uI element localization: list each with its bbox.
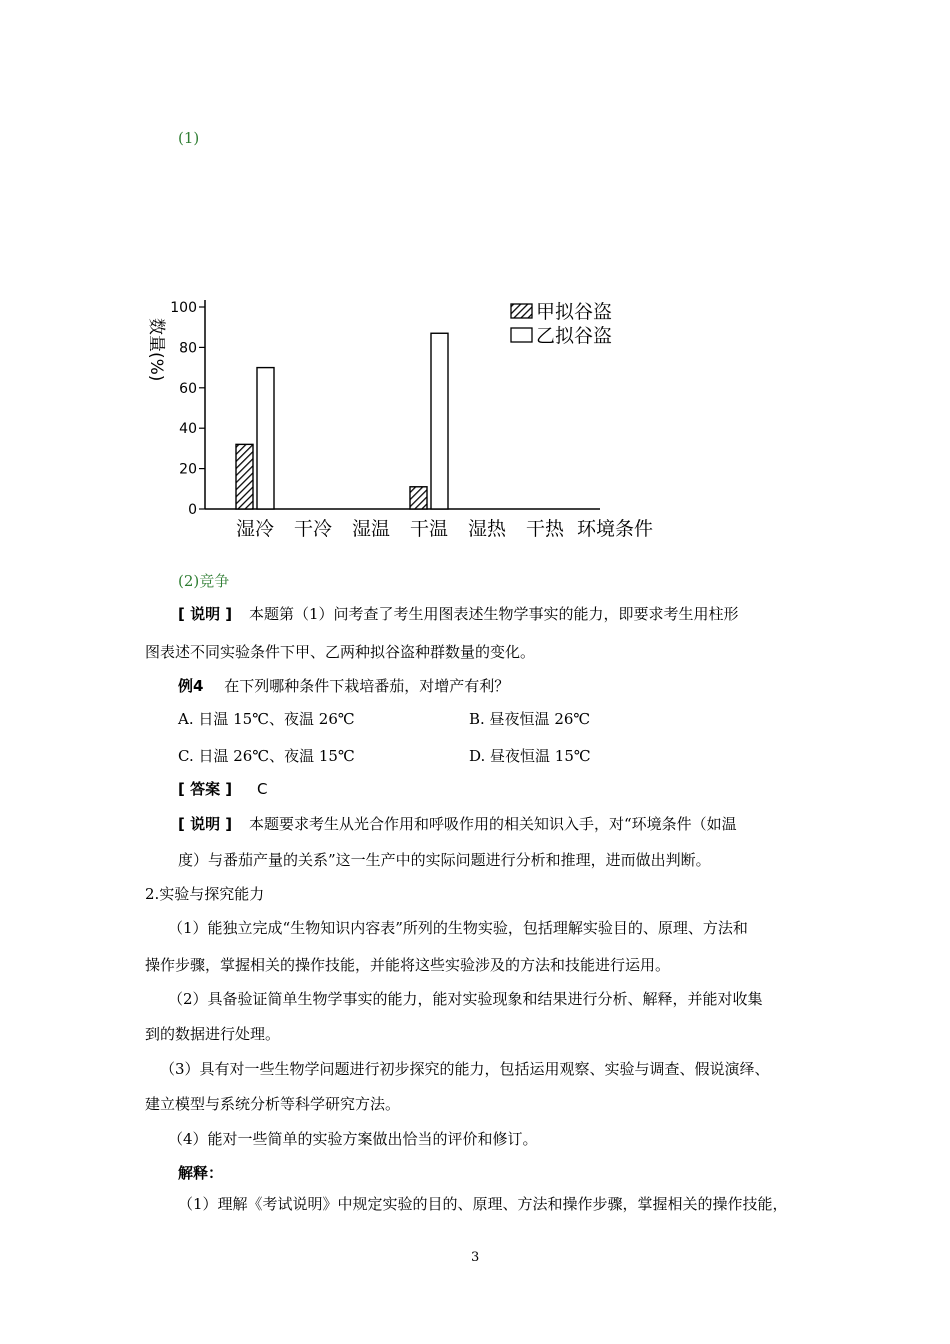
example-question: 在下列哪种条件下栽培番茄，对增产有利？ [224,677,510,695]
y-tick-label: 0 [188,502,197,518]
explain-label: 解释： [178,1164,224,1182]
explanation-text: 度）与番茄产量的关系”这一生产中的实际问题进行分析和推理，进而做出判断。 [178,851,711,869]
x-tick-label: 湿温 [351,518,391,540]
x-tick-label: 湿热 [467,518,507,540]
paragraph: （2）具备验证简单生物学事实的能力，能对实验现象和结果进行分析、解释，并能对收集 [168,990,763,1008]
legend-swatch [511,304,532,318]
explanation-text: 图表述不同实验条件下甲、乙两种拟谷盗种群数量的变化。 [145,643,536,661]
paragraph: 到的数据进行处理。 [145,1025,281,1043]
x-tick-label: 湿冷 [235,518,275,540]
bar [236,444,253,509]
bar [257,368,274,509]
y-tick-label: 80 [179,340,197,357]
y-tick-label: 60 [179,380,197,397]
bar-chart [145,290,665,545]
chart-bars [236,333,448,509]
x-tick-label: 干冷 [293,518,333,540]
answer-part1-label: (1) [178,129,200,147]
option-b: B. 昼夜恒温 26℃ [469,710,591,728]
page-number: 3 [471,1250,480,1265]
bar [410,487,427,509]
legend-label: 甲拟谷盗 [536,301,613,323]
answer-value: C [256,780,268,798]
y-axis-label: 数量(%) [146,318,166,382]
chart-y-label [146,318,166,381]
y-tick-label: 40 [179,421,197,438]
y-tick-label: 20 [179,461,197,478]
option-c: C. 日温 26℃、夜温 15℃ [178,747,355,765]
option-d: D. 昼夜恒温 15℃ [469,747,591,765]
chart-legend [511,301,612,347]
legend-swatch [511,328,532,342]
x-axis-end-label: 环境条件 [576,518,654,540]
paragraph: （4）能对一些简单的实验方案做出恰当的评价和修订。 [168,1130,538,1148]
explanation-tag: [ 说明 ] [178,815,233,833]
option-a: A. 日温 15℃、夜温 26℃ [178,710,355,728]
paragraph: 建立模型与系统分析等科学研究方法。 [145,1095,401,1113]
explanation-text: 本题第（1）问考查了考生用图表述生物学事实的能力，即要求考生用柱形 [248,605,739,623]
paragraph: （1）理解《考试说明》中规定实验的目的、原理、方法和操作步骤，掌握相关的操作技能， [178,1195,788,1213]
explanation-tag: [ 说明 ] [178,605,233,623]
example-label: 例4 [178,677,204,695]
explanation-text: 本题要求考生从光合作用和呼吸作用的相关知识入手，对“环境条件（如温 [248,815,737,833]
x-tick-label: 干温 [409,518,449,540]
y-tick-label: 100 [170,300,197,316]
legend-label: 乙拟谷盗 [536,325,613,347]
paragraph: （1）能独立完成“生物知识内容表”所列的生物实验，包括理解实验目的、原理、方法和 [168,919,748,937]
bar [431,333,448,509]
section-heading: 2.实验与探究能力 [145,885,265,903]
chart-x-labels [236,518,653,540]
paragraph: 操作步骤，掌握相关的操作技能，并能将这些实验涉及的方法和技能进行运用。 [145,956,671,974]
paragraph: （3）具有对一些生物学问题进行初步探究的能力，包括运用观察、实验与调查、假说演绎、 [160,1060,770,1078]
answer-part2: (2)竞争 [178,572,230,590]
answer-tag: [ 答案 ] [178,780,233,798]
chart-y-ticks [170,300,205,518]
x-tick-label: 干热 [525,518,565,540]
